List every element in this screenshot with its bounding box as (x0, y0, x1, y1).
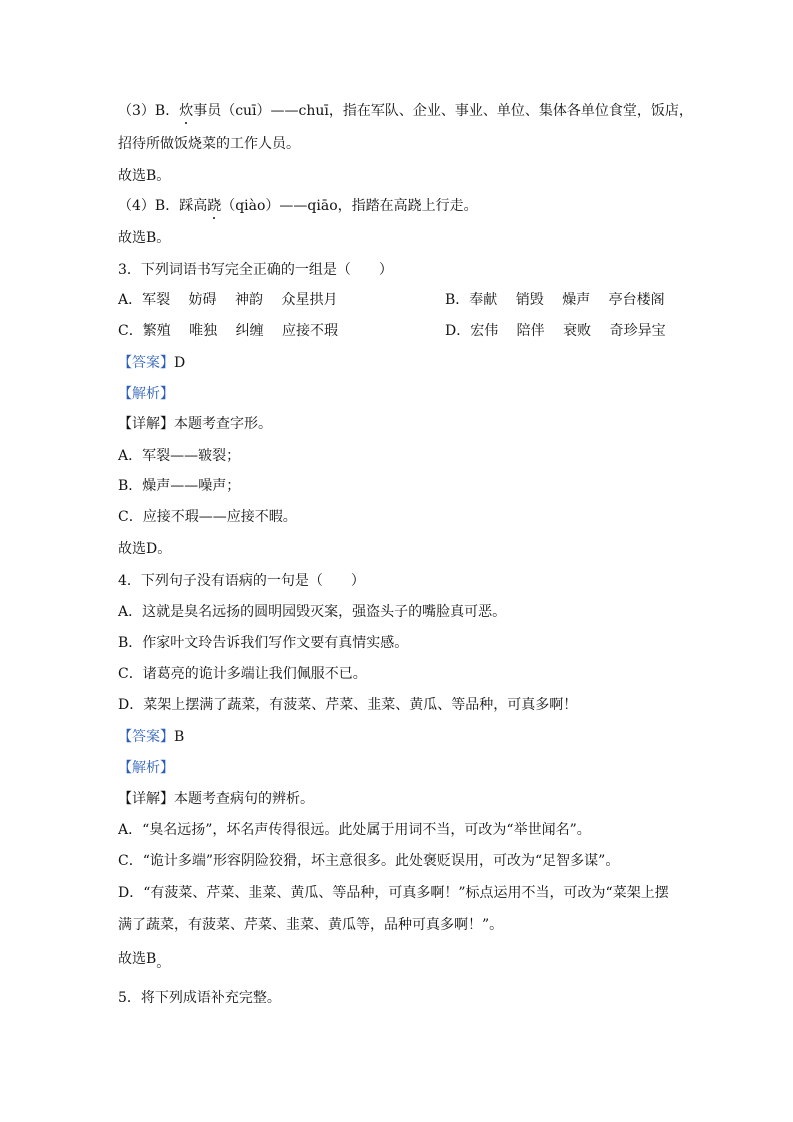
q3-stem: 3．下列词语书写完全正确的一组是（ ） (118, 262, 393, 278)
q3-answer (118, 354, 185, 372)
q2-item4-prefix: （4）B．踩高 (118, 198, 208, 214)
q4-explain-d-line1: D．“有菠菜、芹菜、韭菜、黄瓜、等品种，可真多啊！”标点运用不当，可改为“菜架上摆 (118, 885, 669, 901)
q3-fix-b: B．燥声——噪声； (118, 478, 241, 494)
q4-conclusion (118, 950, 171, 971)
detail-text: 本题考查字形。 (174, 416, 272, 432)
q4-detail (118, 790, 314, 808)
q3-option-d: D．宏伟 陪伴 衰败 奇珍异宝 (445, 323, 666, 339)
detail-label: 【详解】 (118, 791, 174, 807)
q2-conclusion-1: 故选B。 (118, 168, 171, 184)
q4-analysis-label: 【解析】 (118, 760, 174, 776)
q4-stem: 4．下列句子没有语病的一句是（ ） (118, 573, 365, 589)
q3-option-c: C．繁殖 唯独 纠缠 应接不瑕 (118, 323, 339, 339)
emphasis-dot-char: 炊 (179, 103, 194, 119)
q3-option-b: B．奉献 销毁 燥声 亭台楼阁 (445, 292, 665, 308)
q2-conclusion-2: 故选B。 (118, 230, 171, 246)
q3-detail (118, 415, 272, 433)
q4-option-b: B．作家叶文玲告诉我们写作文要有真情实感。 (118, 635, 409, 651)
q4-option-d: D．菜架上摆满了蔬菜，有菠菜、芹菜、韭菜、黄瓜、等品种，可真多啊！ (118, 697, 578, 713)
detail-text: 本题考查病句的辨析。 (174, 791, 314, 807)
answer-value: D (174, 355, 186, 371)
answer-label: 【答案】 (118, 729, 174, 745)
q2-item3-line2: 招待所做饭烧菜的工作人员。 (118, 136, 300, 152)
emphasis-dot-char: 跷 (207, 198, 222, 214)
q4-explain-a: A．“臭名远扬”，坏名声传得很远。此处属于用词不当，可改为“举世闻名”。 (118, 822, 591, 838)
q2-item4-text: （qiào）——qiāo，指踏在高跷上行走。 (221, 198, 478, 214)
q2-item3-text: 事员（cuī）——chuī，指在军队、企业、事业、单位、集体各单位食堂，饭店， (193, 103, 693, 119)
q3-fix-a: A．军裂——皲裂； (118, 448, 241, 464)
q2-item4-line (118, 197, 478, 215)
q2-item3-prefix: （3）B． (118, 103, 180, 119)
q3-analysis-label: 【解析】 (118, 386, 174, 402)
q4-answer (118, 728, 184, 746)
q3-conclusion: 故选D。 (118, 541, 172, 557)
q3-fix-c: C．应接不瑕——应接不暇。 (118, 509, 297, 525)
q4-option-c: C．诸葛亮的诡计多端让我们佩服不已。 (118, 666, 367, 682)
q3-option-a: A．军裂 妨碍 神韵 众星拱月 (118, 292, 338, 308)
answer-value: B (174, 729, 185, 745)
q2-item3-line1 (118, 102, 693, 120)
detail-label: 【详解】 (118, 416, 174, 432)
conclusion-mark: 。 (156, 955, 171, 971)
answer-label: 【答案】 (118, 355, 174, 371)
q4-option-a: A．这就是臭名远扬的圆明园毁灭案，强盗头子的嘴脸真可恶。 (118, 604, 507, 620)
conclusion-text: 故选B (118, 951, 157, 967)
q4-explain-c: C．“诡计多端”形容阴险狡猾，坏主意很多。此处褒贬误用，可改为“足智多谋”。 (118, 853, 620, 869)
q4-explain-d-line2: 满了蔬菜，有菠菜、芹菜、韭菜、黄瓜等，品种可真多啊！”。 (118, 917, 504, 933)
q5-stem: 5．将下列成语补充完整。 (118, 990, 281, 1006)
